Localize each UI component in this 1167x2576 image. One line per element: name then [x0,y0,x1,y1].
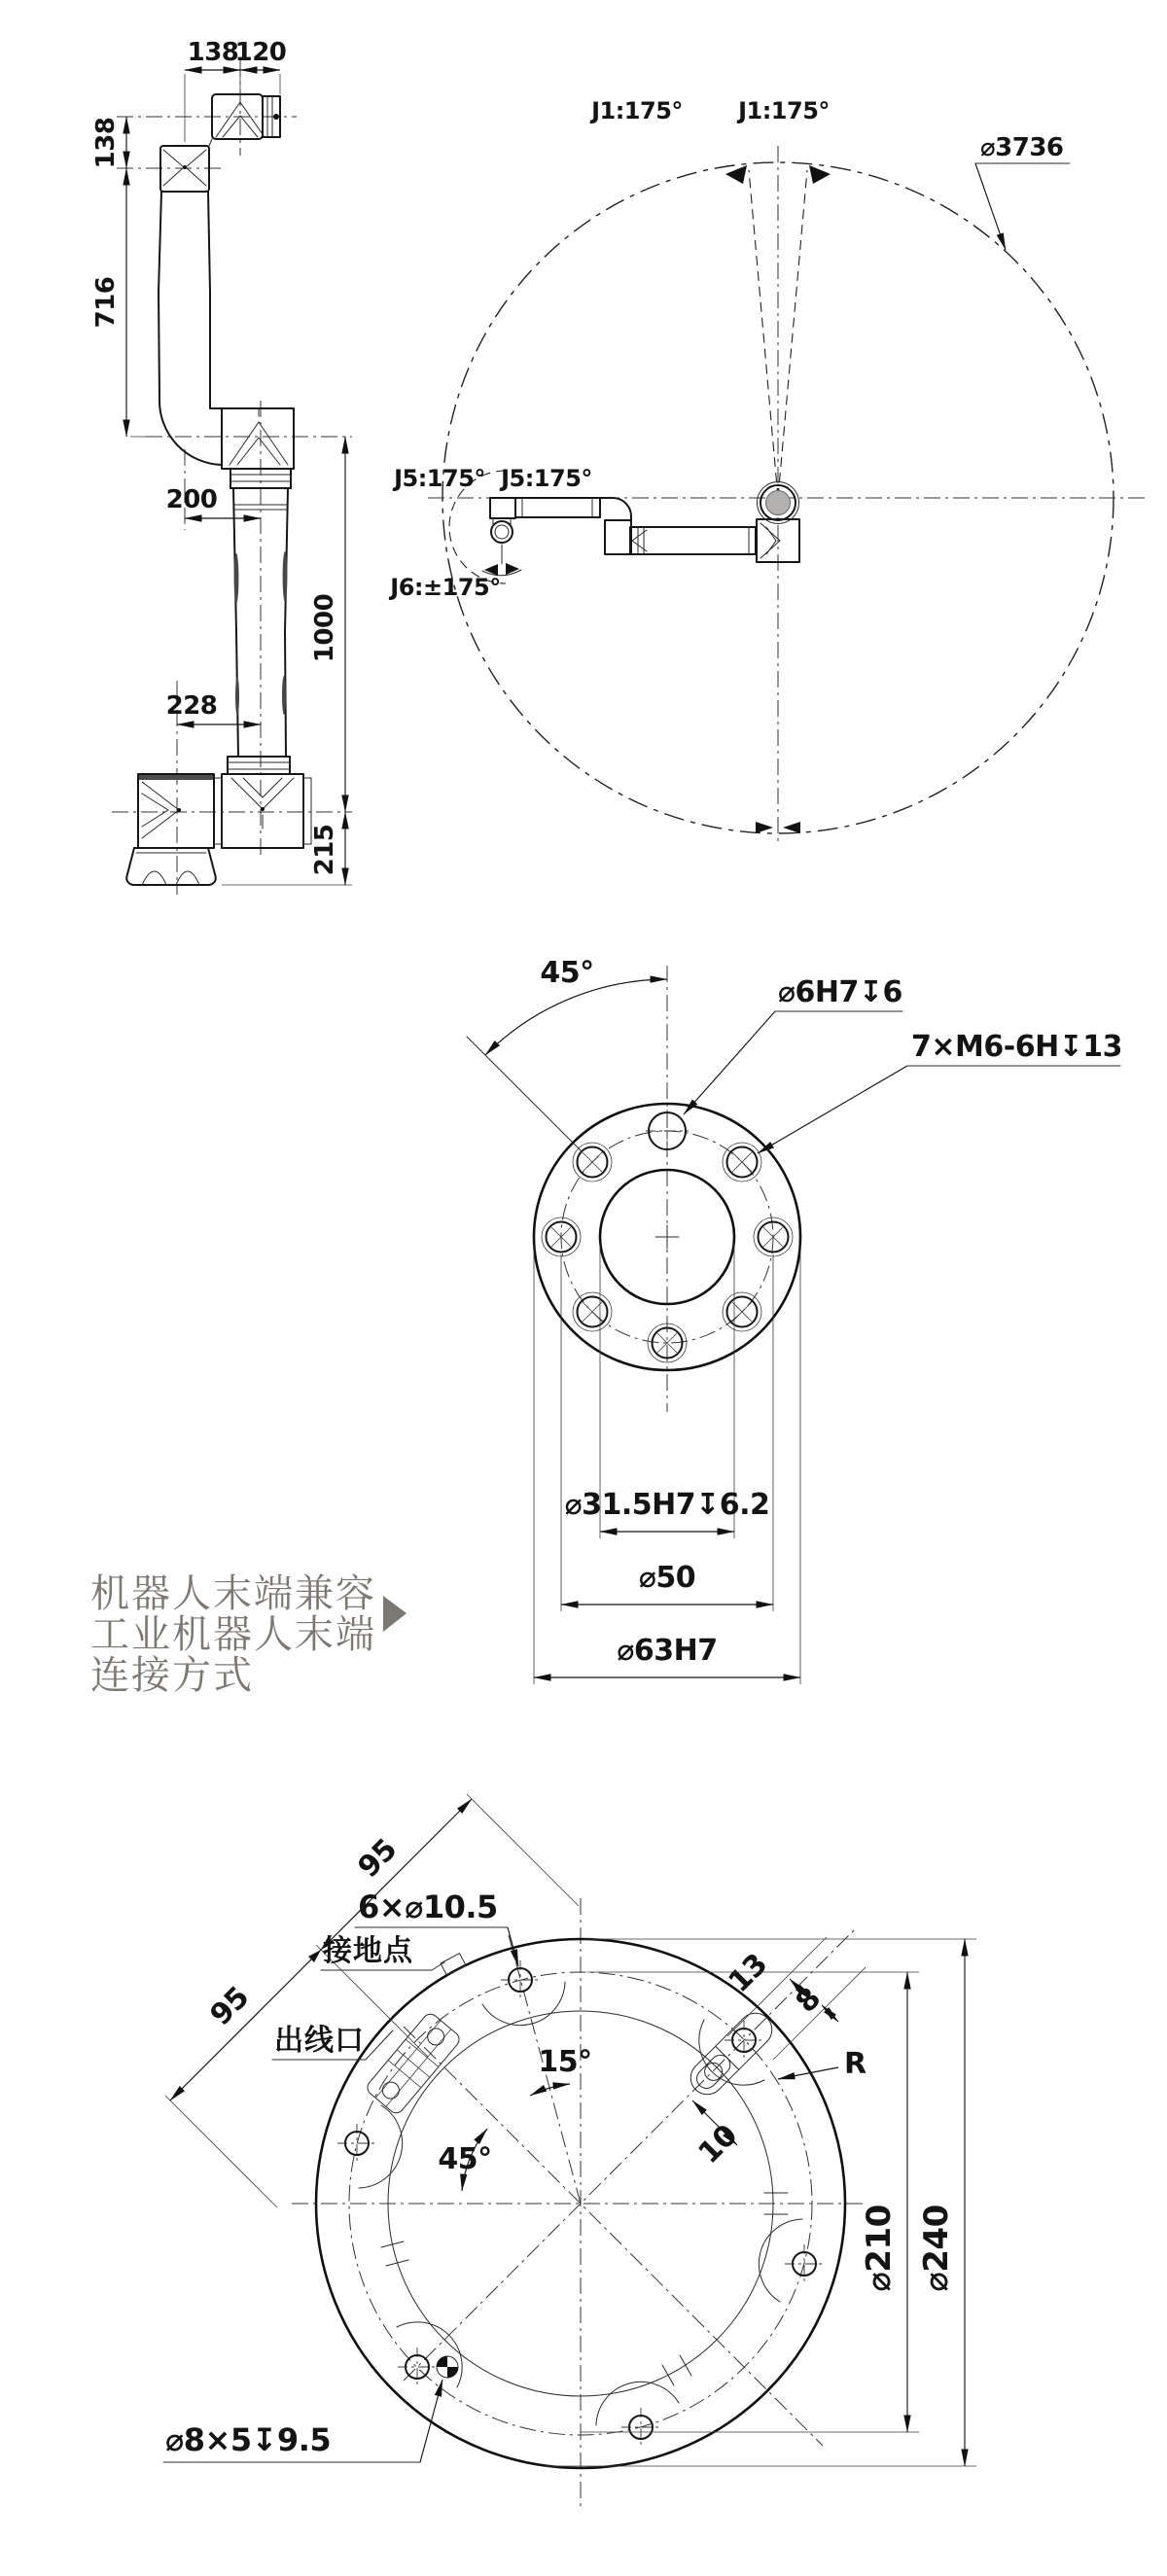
base-ground-label: 接地点 [323,1934,413,1968]
base-dim-95-upper: 95 [351,1832,405,1886]
base-ground-tab [441,1954,466,1976]
robot-wrist-assembly [209,94,280,146]
j5-outer-label: J5:175° [394,465,485,492]
flange-bolt-circle-label: ⌀50 [638,1561,696,1595]
base-holes-label: 6×⌀10.5 [358,1888,498,1925]
flange-angle-dim [467,956,667,1151]
base-outer-label: ⌀240 [917,2205,956,2292]
base-dim-10: 10 [691,2118,745,2171]
base-cable-outlet-label: 出线口 [274,2024,365,2058]
base-angle-45-dim [438,2129,491,2191]
dim-text-120: 120 [234,38,287,67]
robot-upper-arm [159,192,294,488]
base-ground-callout [321,1934,444,1970]
j1-hub [766,491,791,515]
dim-text-200: 200 [165,485,218,514]
j5-inner-label: J5:175° [501,465,592,492]
base-dim-8: 8 [789,1981,828,2020]
flange-pin-callout [684,975,902,1114]
top-view [388,97,1148,846]
base-pin-callout [163,2380,442,2462]
dim-elbow-offset-200 [166,485,261,518]
flange-pin-label: ⌀6H7↧6 [778,975,902,1009]
dim-text-1000: 1000 [310,593,339,663]
dim-text-138-left: 138 [91,117,121,169]
dim-flange-offset-120 [235,38,287,94]
pointer-triangle-icon [383,1596,407,1632]
note-line1: 机器人末端兼容 [90,1571,376,1616]
robot-base-assembly [126,774,311,885]
note-block [90,1571,407,1698]
base-angle-45-label: 45° [438,2142,492,2176]
base-cable-outlet-callout [272,2024,393,2060]
dim-text-138-top: 138 [187,38,239,67]
note-line2: 工业机器人末端 [90,1612,376,1657]
j1-right-limit-line [778,170,807,498]
flange-tapped-callout [758,1030,1122,1153]
base-angle-15-label: 15° [538,2045,592,2079]
flange-outer-label: ⌀63H7 [617,1634,718,1668]
dim-text-716: 716 [91,276,121,329]
flange-tapped-label: 7×M6-6H↧13 [911,1030,1123,1064]
dim-wrist-height-138 [91,117,126,168]
base-cable-outlet-connector [365,2011,463,2116]
flange-angle-label: 45° [540,956,594,990]
side-view [91,38,352,895]
note-line3: 连接方式 [90,1653,254,1698]
dim-text-228: 228 [165,691,218,721]
dim-base-offset-228 [166,691,261,724]
j1-right-label: J1:175° [738,97,830,124]
base-top-band [139,775,213,780]
base-bolt-circle-dim [581,1972,919,2432]
dim-upper-arm-716 [91,168,160,437]
dim-text-215: 215 [310,824,339,876]
flange-pin-hole [646,1110,689,1152]
envelope-diameter-label: ⌀3736 [980,133,1064,162]
dim-lower-arm-1000 [310,437,345,812]
envelope-diameter-callout [975,133,1070,250]
j1-left-limit-line [749,170,778,498]
arm-seam [234,553,239,604]
base-pin-label: ⌀8×5↧9.5 [165,2421,332,2458]
tool-button-dot [273,114,279,120]
base-view [163,1794,976,2509]
flange-view [467,956,1122,1684]
base-dim-13: 13 [722,1947,775,2000]
base-95-chain-dim [165,1794,579,2207]
base-pin-hole-marker [437,2356,458,2378]
j6-label: J6:±175° [390,574,501,601]
flange-spigot-label: ⌀31.5H7↧6.2 [564,1488,770,1522]
base-angle-15-dim [530,2045,592,2096]
base-dim-95-lower: 95 [203,1980,257,2033]
robot-lower-arm [228,488,290,774]
base-outer-dim [545,1939,976,2466]
base-radius-label: R [844,2047,866,2081]
j1-left-label: J1:175° [591,97,683,124]
base-bolt-circle-label: ⌀210 [860,2205,899,2292]
base-slot-feature [684,2006,779,2101]
